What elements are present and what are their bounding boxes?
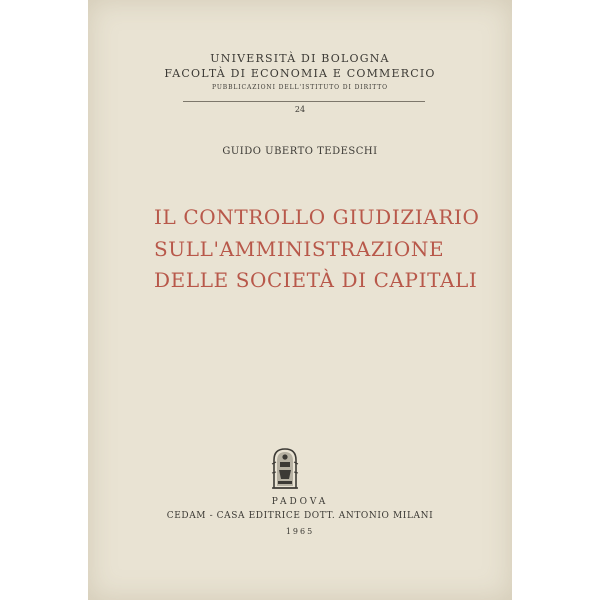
faculty-name: FACOLTÀ DI ECONOMIA E COMMERCIO [164,67,436,80]
title-line-2: SULL'AMMINISTRAZIONE [154,237,445,261]
title-line-1: IL CONTROLLO GIUDIZIARIO [154,205,480,229]
imprint-publisher: CEDAM - CASA EDITRICE DOTT. ANTONIO MILANI [166,511,434,521]
imprint-year: 1965 [285,527,315,536]
header-divider [183,101,425,102]
series-number: 24 [294,105,306,114]
author-name: GUIDO UBERTO TEDESCHI [222,146,378,157]
university-name: UNIVERSITÀ DI BOLOGNA [210,52,390,65]
publisher-emblem-icon [270,446,300,490]
series-name: PUBBLICAZIONI DELL'ISTITUTO DI DIRITTO [211,84,388,91]
book-cover [88,0,512,600]
imprint-city: PADOVA [271,497,329,507]
title-line-3: DELLE SOCIETÀ DI CAPITALI [154,268,478,292]
